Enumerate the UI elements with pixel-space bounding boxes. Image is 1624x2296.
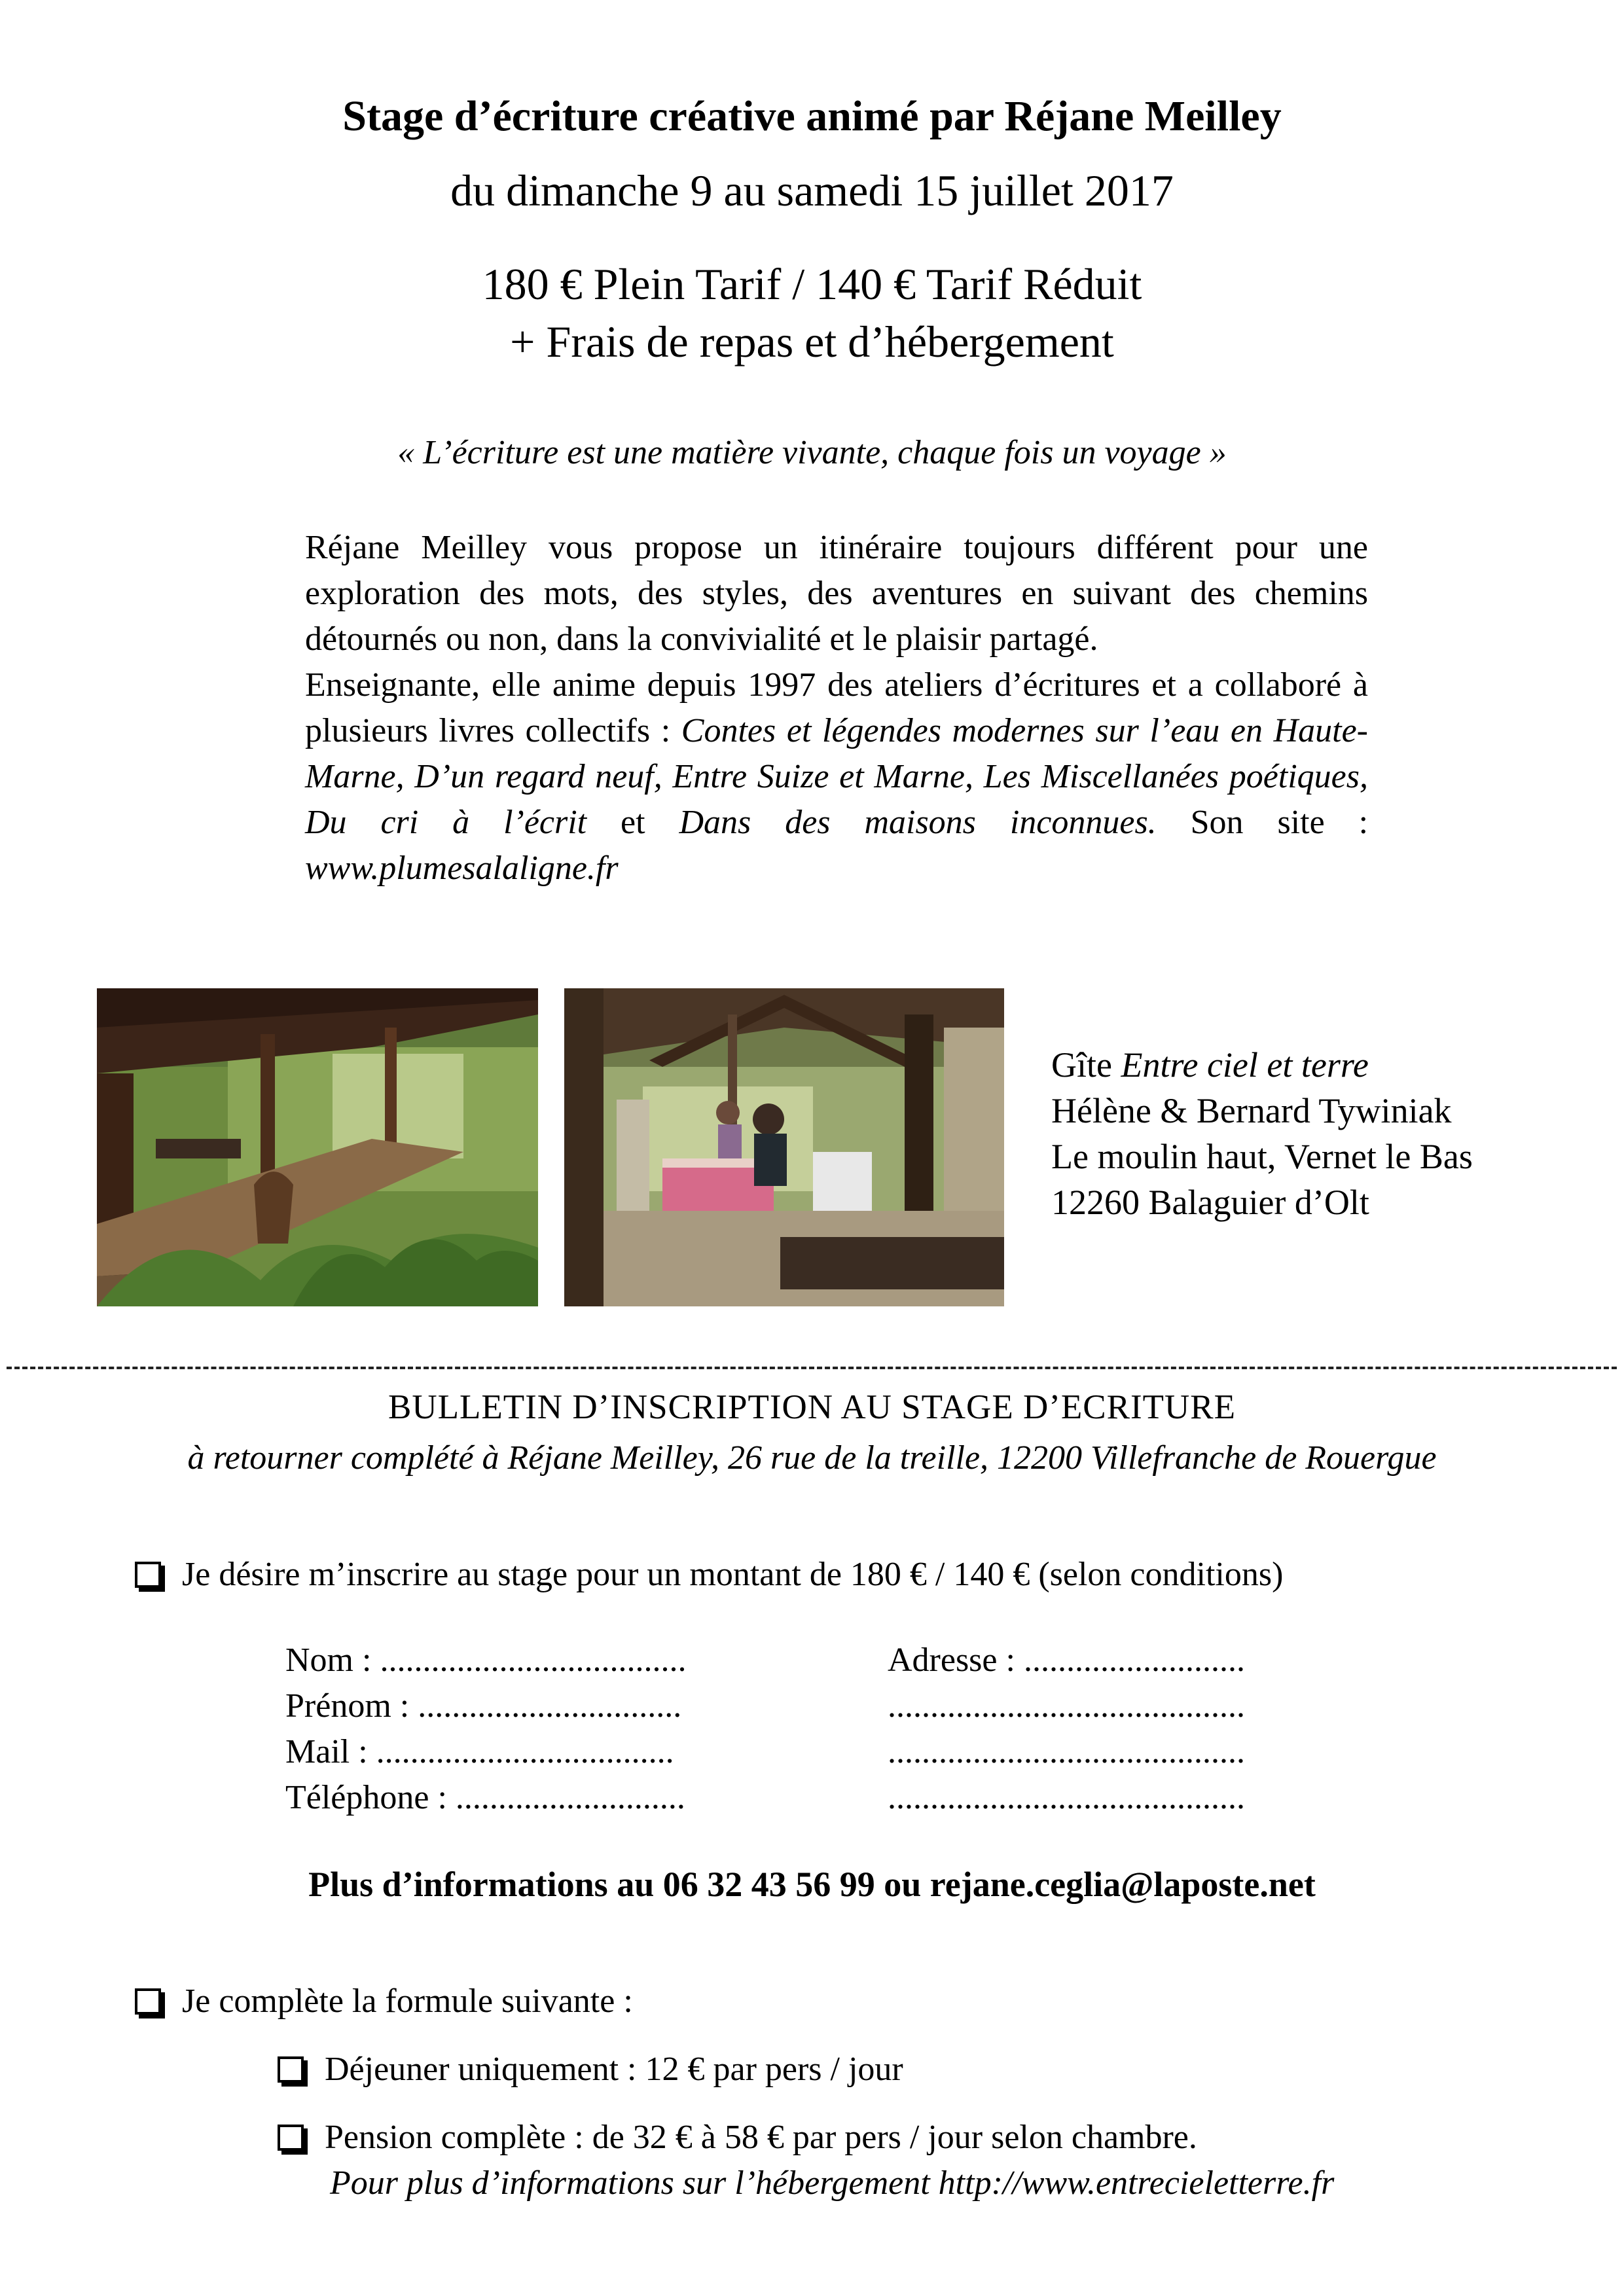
gite-prefix: Gîte — [1051, 1045, 1121, 1085]
book-titles: Contes et légendes modernes sur l’eau en Haute-Marne, D’un regard neuf, Entre Suize et Marne, Les Miscellanées poétiques, Du cri à l’écrit — [305, 712, 1368, 841]
cut-line-divider — [7, 1367, 1617, 1369]
bio-intro: Enseignante, elle anime depuis 1997 des ateliers d’écritures et a collaboré à plusieurs livres collectifs : — [305, 666, 1368, 749]
price-line: 180 € Plein Tarif / 140 € Tarif Réduit — [482, 259, 1142, 309]
phone-field[interactable]: Téléphone : ........................... — [285, 1779, 685, 1816]
gite-name: Entre ciel et terre — [1121, 1045, 1369, 1085]
form-fields-right — [888, 1638, 1245, 1821]
name-field[interactable]: Nom : .................................... — [285, 1641, 687, 1679]
contact-info: Plus d’informations au 06 32 43 56 99 ou rejane.ceglia@laposte.net — [308, 1865, 1316, 1904]
bulletin-title: BULLETIN D’INSCRIPTION AU STAGE D’ECRITURE — [388, 1388, 1236, 1426]
photo-workshop — [564, 988, 1004, 1306]
and-word: et — [586, 804, 679, 841]
book-title-last: Dans des maisons inconnues. — [679, 804, 1157, 841]
registration-label: Je désire m’inscrire au stage pour un montant de 180 € / 140 € (selon conditions) — [182, 1556, 1284, 1593]
quote: « L’écriture est une matière vivante, chaque fois un voyage » — [397, 434, 1227, 471]
gite-place: Le moulin haut, Vernet le Bas — [1051, 1137, 1473, 1176]
photo-terrace — [97, 988, 538, 1306]
full-board-checkbox[interactable] — [278, 2125, 304, 2151]
full-board-option[interactable] — [278, 2118, 1197, 2157]
email-field[interactable]: Mail : ................................... — [285, 1733, 674, 1770]
firstname-field[interactable]: Prénom : ............................... — [285, 1687, 682, 1725]
price-block — [0, 255, 1624, 370]
fees-line: + Frais de repas et d’hébergement — [510, 317, 1114, 367]
address-line-3[interactable]: .......................................... — [888, 1733, 1245, 1770]
stage-dates: du dimanche 9 au samedi 15 juillet 2017 — [450, 166, 1174, 215]
bulletin-return-address: à retourner complété à Réjane Meilley, 26 rue de la treille, 12200 Villefranche de Rouergue — [187, 1439, 1437, 1477]
lunch-option[interactable] — [278, 2050, 903, 2089]
registration-checkbox[interactable] — [135, 1562, 161, 1588]
full-board-label: Pension complète : de 32 € à 58 € par pers / jour selon chambre. — [325, 2119, 1197, 2156]
lunch-checkbox[interactable] — [278, 2056, 304, 2083]
lunch-label: Déjeuner uniquement : 12 € par pers / jour — [325, 2051, 903, 2088]
meal-formula-checkbox[interactable] — [135, 1988, 161, 2015]
bio-paragraph-2 — [305, 662, 1368, 891]
bio-text — [305, 525, 1368, 891]
accommodation-note: Pour plus d’informations sur l’hébergement http://www.entrecieletterre.fr — [330, 2164, 1335, 2202]
gite-address — [1051, 1042, 1473, 1225]
registration-option[interactable] — [135, 1555, 1283, 1594]
gite-name-line — [1051, 1042, 1473, 1088]
meal-formula-option[interactable] — [135, 1982, 633, 2020]
meal-formula-label: Je complète la formule suivante : — [182, 1982, 633, 2020]
gite-owners: Hélène & Bernard Tywiniak — [1051, 1091, 1452, 1130]
address-field[interactable]: Adresse : .......................... — [888, 1641, 1245, 1679]
address-line-2[interactable]: .......................................... — [888, 1687, 1245, 1725]
page-title: Stage d’écriture créative animé par Réjane Meilley — [342, 92, 1282, 140]
bio-paragraph-1: Réjane Meilley vous propose un itinéraire toujours différent pour une exploration des mots, des styles, des aventures en suivant des chemins détournés ou non, dans la convivialité et le plaisir partagé. — [305, 529, 1368, 658]
website-link[interactable]: www.plumesalaligne.fr — [305, 850, 619, 887]
form-fields-left — [285, 1638, 686, 1821]
address-line-4[interactable]: .......................................... — [888, 1779, 1245, 1816]
site-label: Son site : — [1156, 804, 1369, 841]
gite-city: 12260 Balaguier d’Olt — [1051, 1183, 1369, 1222]
